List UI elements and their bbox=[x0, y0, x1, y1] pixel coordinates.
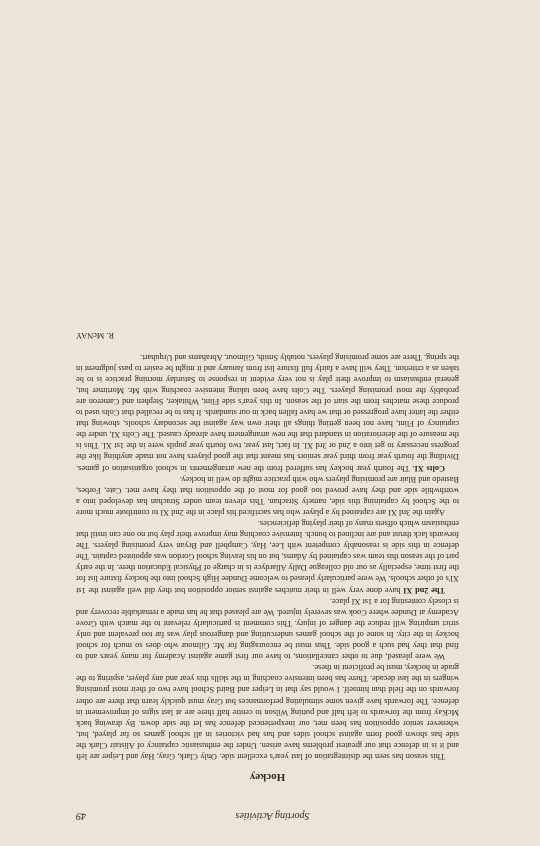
running-header bbox=[76, 807, 459, 821]
paragraph-lead: Colts XI. bbox=[412, 463, 445, 473]
running-title: Sporting Activities bbox=[235, 810, 310, 821]
page-number: 49 bbox=[76, 810, 86, 821]
paragraph-text: We were pleased, due to other cancellations, to have our first game against Academy for many years and to find that they had such a good side. Thus must be encouraging for Mr. Gilmour who does so much for school hockey in the city. In some of the school games undercutting and dangerous play was far too prevalent and only strict umpiring will reduce the danger of injury. This comment is particularly relevant to the match with Grove Academy at Dundee where Cook was severely injured. We are pleased that he has made a remarkable recovery and is closely contesting for a 1st XI place. bbox=[76, 596, 459, 662]
text-block bbox=[76, 331, 459, 821]
paragraph-4 bbox=[76, 474, 459, 518]
paragraph-5 bbox=[76, 352, 459, 474]
paragraph-text: Again the 3rd XI are captained by a player who has sacrificed his place in the 2nd XI to contribute much more to the School by captaining this side, namely Strachan. This eleven team under Strachan has developed into a worthwhile side and they have proved too good for most of the opposition that they have met. Cate, Forbes, Bastedo and Blair are promising players who with practice might do well in hockey. bbox=[76, 474, 459, 517]
paragraph-text: The fourth year hockey has suffered from the new arrangements in school organisation of games. Dividing the fourth year from third year seniors has meant that the good players have not made anything like the progress necessary to get into a 2nd or 3rd XI. In fact, last year, two fourth year pupils were in the 1st XI. This is the measure of the deterioration in standard that the new arrangement have already caused. The Colts XI, under the captaincy of Flint, have not been getting things all their own way against the secondary schools, showing that either the latter have progressed or that we have fallen back in our standards. It has to be recalled that Colts used to produce these matches from the start of the season. In this year's side Flint, Whitaker, Stephen and Cameron are probably the most promising players. The Colts have been taking intensive coaching with Mr. Mortimer but, general enthusiasm to improve their play is not very evident in response to Saturday morning practice is to be taken as a criterion. They will have a fairly full fixture list from January and it might be easier to pass judgment in the spring. There are some promising players, notably Smith, Gilmour, Abrahams and Urquhart. bbox=[76, 352, 459, 473]
paragraph-2 bbox=[76, 596, 459, 663]
section-title: Hockey bbox=[249, 771, 286, 783]
paragraph-text: This season has seen the disintegration of last year's excellent side. Only Clark, Gray, Hay and Leiper are left and it is in defence that our greatest problems have arisen. Under the enthusiastic captaincy of Alistair Clark the side has shown good form against school sides and has had victories in all school games so far played, but, whenever senior opposition has been met, our inexperienced defence has let the side down. By drawing back McKay from the forwards to left half and putting Wilson to centre half there are at last signs of improvement in defence. The forwards have given some stimulating performances but Gray must quickly learn that there are other forwards on the field than himself. I would say that in Leiper and Baird School have two of their most promising wingers in the last decade. There has been intensive coaching in the skills this year and any player, aspiring to the grade in hockey, must be proficient in these. bbox=[76, 663, 459, 761]
paragraph-lead: The 2nd XI bbox=[403, 585, 445, 595]
paragraph-1 bbox=[76, 662, 459, 762]
author-signature: R. McNAY bbox=[76, 330, 114, 340]
paragraph-text: have done very well in their matches against senior opposition but they did well against the 1st XI's of other schools. We were particularly pleased to welcome Dundee High School into the hockey fixture list for the first time, especially as our old colleague Dally Allardyce is in charge of Physical Education there. In the early part of the season this team was captained by Adams, but on his leaving school Gordon was appointed captain. The defence in this side is reasonably competent with Lee, Hay, Campbell and Bryan very promising players. The forwards lack thrust and are inclined to bunch. Intensive coaching may improve their play but no one can instil that enthusiasm which offsets many of their playing deficiencies. bbox=[76, 519, 459, 595]
paragraph-3 bbox=[76, 518, 459, 596]
